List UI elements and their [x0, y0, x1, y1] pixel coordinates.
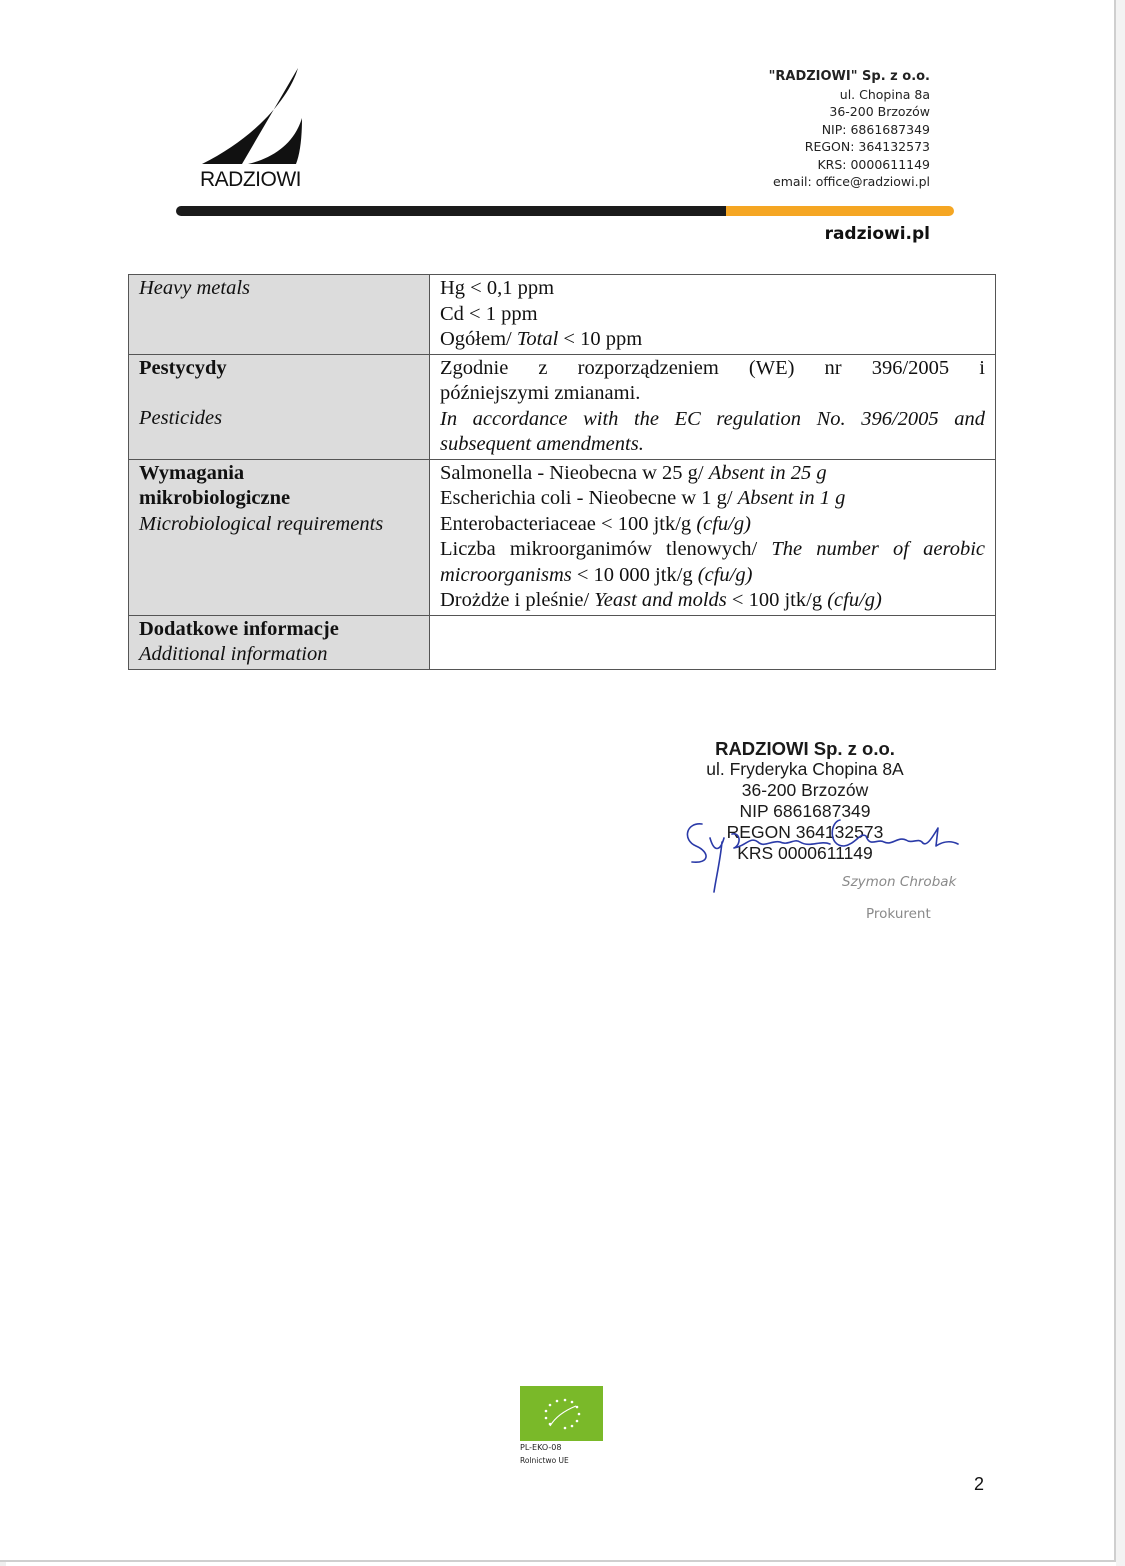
additional-value-cell: [430, 615, 996, 669]
ecoli-line: Escherichia coli - Nieobecne w 1 g/ Absent in 1 g: [440, 487, 846, 509]
nip-line: NIP: 6861687349: [821, 121, 930, 137]
microbiological-label-pl: Wymagania: [139, 461, 245, 484]
stamp-line: REGON 364132573: [726, 822, 884, 842]
additional-label-pl: Dodatkowe informacje: [139, 617, 339, 640]
microbiological-label-cell: [129, 459, 430, 615]
header-rule-dark: [176, 206, 732, 216]
eu-organic-leaf-logo: [520, 1386, 603, 1441]
microbiological-label-en: Microbiological requirements: [139, 512, 384, 535]
address-line: ul. Chopina 8a: [839, 86, 930, 102]
total-value: Ogółem/ Total < 10 ppm: [440, 328, 643, 350]
eco-certificate-subtitle: Rolnictwo UE: [520, 1456, 569, 1465]
address-line: 36-200 Brzozów: [829, 104, 930, 119]
pesticides-value-cell: [430, 354, 996, 459]
stamp-line: 36-200 Brzozów: [741, 780, 869, 800]
heavy-metals-label-cell: [129, 275, 430, 355]
microbiological-label-pl: mikrobiologiczne: [139, 487, 291, 509]
pesticides-label-en: Pesticides: [139, 407, 223, 429]
aerobic-line-cont: microorganisms < 10 000 jtk/g (cfu/g): [440, 563, 753, 586]
additional-label-cell: [129, 615, 430, 669]
aerobic-line: Liczba mikroorganimów tlenowych/ The number of aerobic: [440, 538, 986, 560]
website-link[interactable]: radziowi.pl: [824, 224, 930, 244]
table-row-additional: [129, 615, 996, 669]
stamp-line: ul. Fryderyka Chopina 8A: [706, 759, 904, 779]
additional-label-en: Additional information: [139, 643, 328, 665]
hg-value: Hg < 0,1 ppm: [440, 277, 555, 299]
email-line: email: office@radziowi.pl: [773, 174, 930, 189]
heavy-metals-label: Heavy metals: [139, 277, 250, 299]
logo-wordmark: RADZIOWI: [200, 168, 301, 191]
salmonella-line: Salmonella - Nieobecna w 25 g/ Absent in 25 g: [440, 461, 827, 484]
heavy-metals-value-cell: [430, 275, 996, 355]
page-right-edge: [1116, 0, 1125, 1566]
krs-line: KRS: 0000611149: [817, 156, 930, 172]
table-row-heavy-metals: [129, 275, 996, 355]
eco-certificate-code: PL-EKO-08: [520, 1443, 562, 1452]
table-row-microbiological: [129, 459, 996, 615]
company-name: "RADZIOWI" Sp. z o.o.: [768, 69, 930, 84]
pesticides-label-pl: Pestycydy: [139, 356, 227, 379]
pesticides-value-en-line: subsequent amendments.: [440, 433, 644, 455]
regon-line: REGON: 364132573: [804, 139, 930, 154]
signer-name: Szymon Chrobak: [842, 874, 957, 890]
stamp-line: KRS 0000611149: [737, 843, 873, 863]
pesticides-value-en-line: In accordance with the EC regulation No. 396/2005 and: [440, 407, 985, 430]
header-rule-accent: [726, 206, 954, 216]
table-row-pesticides: [129, 354, 996, 459]
enterobacteriaceae-line: Enterobacteriaceae < 100 jtk/g (cfu/g): [440, 512, 751, 535]
pesticides-label-cell: [129, 354, 430, 459]
signer-role: Prokurent: [866, 906, 931, 922]
cd-value: Cd < 1 ppm: [440, 302, 538, 325]
specification-table: [128, 274, 996, 670]
stamp-line: NIP 6861687349: [739, 801, 871, 821]
page-number: 2: [974, 1474, 985, 1494]
yeast-molds-line: Drożdże i pleśnie/ Yeast and molds < 100 jtk/g (cfu/g): [440, 589, 882, 611]
microbiological-value-cell: [430, 459, 996, 615]
pesticides-value-pl-line: późniejszymi zmianami.: [440, 382, 641, 404]
pesticides-value-pl-line: Zgodnie z rozporządzeniem (WE) nr 396/2005 i: [440, 356, 985, 379]
stamp-company-name: RADZIOWI Sp. z o.o.: [715, 738, 895, 759]
company-address-block: [769, 68, 930, 191]
